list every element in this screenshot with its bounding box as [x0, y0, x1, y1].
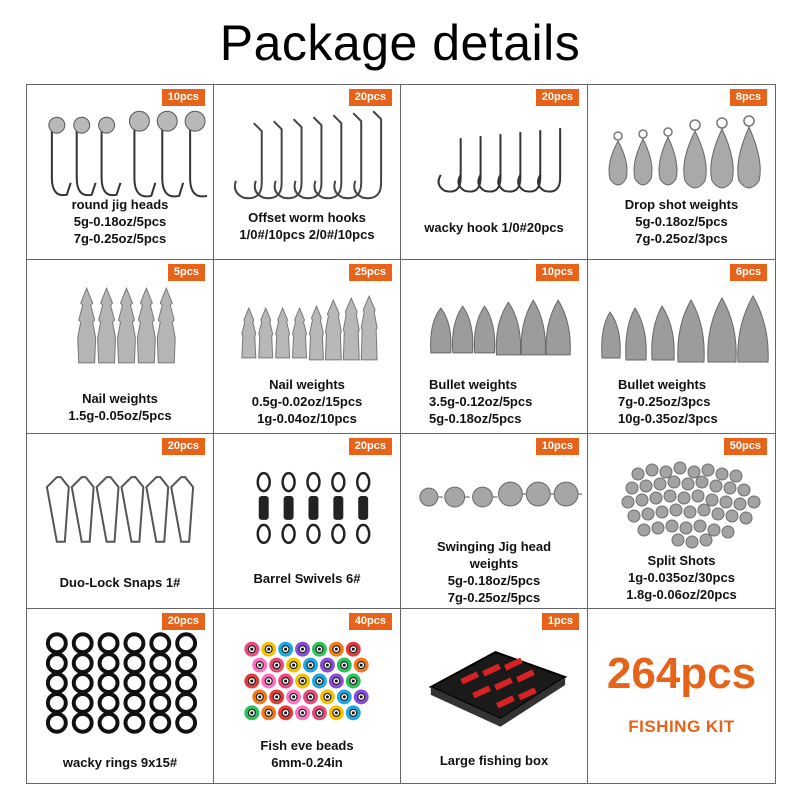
count-badge: 20pcs [349, 89, 392, 106]
o-ring [48, 634, 66, 652]
o-ring [48, 713, 66, 731]
item-name: Swinging Jig head weights [436, 539, 552, 571]
total-count: 264pcs [606, 648, 757, 698]
bead [252, 689, 267, 704]
swivel-icon [214, 452, 400, 557]
item-name: Bullet weights [618, 376, 707, 392]
split-shot [678, 492, 690, 504]
o-ring [100, 634, 118, 652]
item-name: wacky rings 9x15# [62, 754, 178, 770]
count-badge: 50pcs [724, 438, 767, 455]
count-badge: 8pcs [730, 89, 767, 106]
bead [312, 705, 327, 720]
item-spec: 0.5g-0.02oz/15pcs [251, 393, 363, 409]
count-badge: 10pcs [162, 89, 205, 106]
split-shot [702, 464, 714, 476]
split-shot [650, 492, 662, 504]
item-caption [27, 390, 213, 424]
split-shot [686, 536, 698, 548]
item-offset-worm-hooks [214, 85, 401, 260]
bead [295, 641, 310, 656]
item-fishing-box [401, 609, 588, 784]
item-spec: 7g-0.25oz/5pcs [73, 231, 167, 246]
bead [295, 673, 310, 688]
item-bullet-weights-10 [401, 260, 588, 435]
item-fish-eye-beads [214, 609, 401, 784]
item-name: round jig heads [71, 197, 169, 212]
bead [269, 657, 284, 672]
item-name: Large fishing box [439, 752, 549, 768]
bead [244, 705, 259, 720]
count-badge: 20pcs [162, 613, 205, 630]
item-swinging-jig-head [401, 434, 588, 609]
bead [303, 657, 318, 672]
item-caption [214, 376, 400, 427]
bead [354, 689, 369, 704]
item-caption [214, 737, 400, 771]
snap-icon [27, 452, 213, 557]
count-badge: 25pcs [349, 264, 392, 281]
split-shot [652, 522, 664, 534]
split-shot [694, 520, 706, 532]
bead [329, 641, 344, 656]
bead [244, 673, 259, 688]
bead [346, 705, 361, 720]
item-spec: 3.5g-0.12oz/5pcs [429, 393, 533, 409]
item-nail-weights-25 [214, 260, 401, 435]
item-spec: 1.8g-0.06oz/20pcs [626, 587, 737, 602]
item-caption [588, 552, 775, 603]
item-spec: 5g-0.18oz/5pcs [635, 214, 728, 229]
o-ring [125, 674, 143, 692]
item-name: Drop shot weights [624, 197, 739, 212]
item-barrel-swivels [214, 434, 401, 609]
o-ring [100, 693, 118, 711]
item-caption [27, 754, 213, 771]
bullet-weight-icon [401, 278, 587, 383]
split-shot [622, 496, 634, 508]
o-ring [125, 654, 143, 672]
o-ring [100, 674, 118, 692]
bead [286, 689, 301, 704]
split-shot [642, 508, 654, 520]
o-ring [125, 634, 143, 652]
o-ring [151, 654, 169, 672]
item-drop-shot-weights [588, 85, 775, 260]
bead [337, 657, 352, 672]
split-shot [668, 476, 680, 488]
o-ring [74, 693, 92, 711]
item-caption [401, 538, 587, 606]
split-shot [748, 496, 760, 508]
total-summary [588, 609, 775, 784]
split-shot [698, 504, 710, 516]
item-round-jig-heads [27, 85, 214, 260]
bead [320, 689, 335, 704]
bead-icon [214, 627, 400, 732]
item-name: Offset worm hooks [248, 210, 366, 225]
split-shot [664, 490, 676, 502]
split-shot [710, 480, 722, 492]
item-name: Bullet weights [429, 376, 518, 392]
item-caption [401, 376, 587, 427]
bead [312, 641, 327, 656]
item-caption [214, 209, 400, 243]
count-badge: 1pcs [542, 613, 579, 630]
o-ring [74, 674, 92, 692]
item-wacky-hook [401, 85, 588, 260]
item-name: Nail weights [269, 376, 345, 392]
o-ring [177, 654, 195, 672]
o-ring-icon [27, 631, 213, 741]
split-shot [640, 480, 652, 492]
item-spec: 5g-0.18oz/5pcs [429, 410, 522, 426]
item-caption [588, 376, 775, 427]
bead [261, 705, 276, 720]
bead [329, 673, 344, 688]
item-caption [401, 219, 587, 236]
package-grid [26, 84, 776, 784]
bead [269, 689, 284, 704]
bead [252, 657, 267, 672]
bead [244, 641, 259, 656]
kit-label: FISHING KIT [628, 716, 735, 736]
count-badge: 5pcs [168, 264, 205, 281]
split-shot [636, 494, 648, 506]
item-split-shots [588, 434, 775, 609]
item-spec: 1g-0.04oz/10pcs [257, 410, 357, 426]
item-spec: 7g-0.25oz/3pcs [618, 393, 711, 409]
item-caption [214, 570, 400, 587]
split-shot [706, 494, 718, 506]
split-shot [716, 468, 728, 480]
item-wacky-rings [27, 609, 214, 784]
bead [278, 641, 293, 656]
o-ring [151, 693, 169, 711]
item-name: Fish eve beads [260, 737, 354, 753]
item-name: Duo-Lock Snaps 1# [59, 575, 181, 590]
count-badge: 6pcs [730, 264, 767, 281]
item-spec: 7g-0.25oz/5pcs [447, 590, 541, 605]
split-shot [628, 510, 640, 522]
o-ring [74, 634, 92, 652]
split-shot [688, 466, 700, 478]
bead [320, 657, 335, 672]
o-ring [177, 634, 195, 652]
split-shot [632, 468, 644, 480]
o-ring [177, 693, 195, 711]
count-badge: 10pcs [536, 264, 579, 281]
o-ring [74, 654, 92, 672]
item-spec: 1/0#/10pcs 2/0#/10pcs [239, 227, 375, 242]
bead [329, 705, 344, 720]
split-shot [660, 466, 672, 478]
item-name: Split Shots [647, 553, 716, 568]
split-shot [638, 524, 650, 536]
nail-weight-icon [27, 278, 213, 383]
bead [278, 705, 293, 720]
split-shot [670, 504, 682, 516]
o-ring [151, 674, 169, 692]
split-shot [734, 498, 746, 510]
count-badge: 40pcs [349, 613, 392, 630]
tackle-box-icon [401, 627, 587, 732]
o-ring [125, 693, 143, 711]
split-shot [674, 462, 686, 474]
item-spec: 6mm-0.24in [271, 754, 343, 770]
item-duo-lock-snaps [27, 434, 214, 609]
o-ring [125, 713, 143, 731]
split-shot [654, 478, 666, 490]
page-title: Package details [219, 15, 581, 71]
split-shot [682, 478, 694, 490]
split-shot-icon [588, 452, 775, 557]
bead [295, 705, 310, 720]
count-badge: 20pcs [536, 89, 579, 106]
item-spec: 1.5g-0.05oz/5pcs [68, 407, 172, 423]
item-spec: 5g-0.18oz/5pcs [73, 214, 167, 229]
bead [261, 641, 276, 656]
offset-hook-icon [214, 103, 400, 208]
item-name: wacky hook 1/0#20pcs [424, 220, 564, 235]
item-nail-weights-5 [27, 260, 214, 435]
item-name: Nail weights [82, 390, 158, 406]
split-shot [696, 476, 708, 488]
jig-head-icon [27, 103, 213, 208]
item-caption [588, 196, 775, 247]
split-shot [646, 464, 658, 476]
split-shot [656, 506, 668, 518]
item-caption [401, 752, 587, 769]
count-badge: 20pcs [349, 438, 392, 455]
item-bullet-weights-6 [588, 260, 775, 435]
drop-shot-weight-icon [588, 103, 775, 208]
o-ring [100, 654, 118, 672]
bead [312, 673, 327, 688]
o-ring [48, 654, 66, 672]
item-spec: 7g-0.25oz/3pcs [635, 231, 728, 246]
bead [286, 657, 301, 672]
o-ring [100, 713, 118, 731]
wacky-hook-icon [401, 103, 587, 208]
bead [346, 673, 361, 688]
bullet-weight-icon [588, 278, 775, 383]
o-ring [177, 713, 195, 731]
split-shot [712, 508, 724, 520]
split-shot [708, 524, 720, 536]
split-shot [700, 534, 712, 546]
item-caption [27, 574, 213, 591]
item-spec: 10g-0.35oz/3pcs [618, 410, 718, 426]
item-name: Barrel Swivels 6# [253, 571, 361, 586]
split-shot [680, 522, 692, 534]
split-shot [724, 482, 736, 494]
o-ring [177, 674, 195, 692]
split-shot [738, 484, 750, 496]
bead [278, 673, 293, 688]
o-ring [151, 713, 169, 731]
split-shot [626, 482, 638, 494]
bead [337, 689, 352, 704]
split-shot [740, 512, 752, 524]
split-shot [730, 470, 742, 482]
nail-weight-icon [214, 278, 400, 383]
bead [346, 641, 361, 656]
item-caption [27, 196, 213, 247]
split-shot [720, 496, 732, 508]
item-spec: 5g-0.18oz/5pcs [447, 573, 541, 588]
o-ring [74, 713, 92, 731]
bead [354, 657, 369, 672]
split-shot [672, 534, 684, 546]
bead [261, 673, 276, 688]
count-badge: 20pcs [162, 438, 205, 455]
item-spec: 1g-0.035oz/30pcs [628, 570, 735, 585]
o-ring [48, 674, 66, 692]
o-ring [151, 634, 169, 652]
split-shot [666, 520, 678, 532]
bead [303, 689, 318, 704]
split-shot [722, 526, 734, 538]
count-badge: 10pcs [536, 438, 579, 455]
split-shot [692, 490, 704, 502]
split-shot [726, 510, 738, 522]
o-ring [48, 693, 66, 711]
split-shot [684, 506, 696, 518]
